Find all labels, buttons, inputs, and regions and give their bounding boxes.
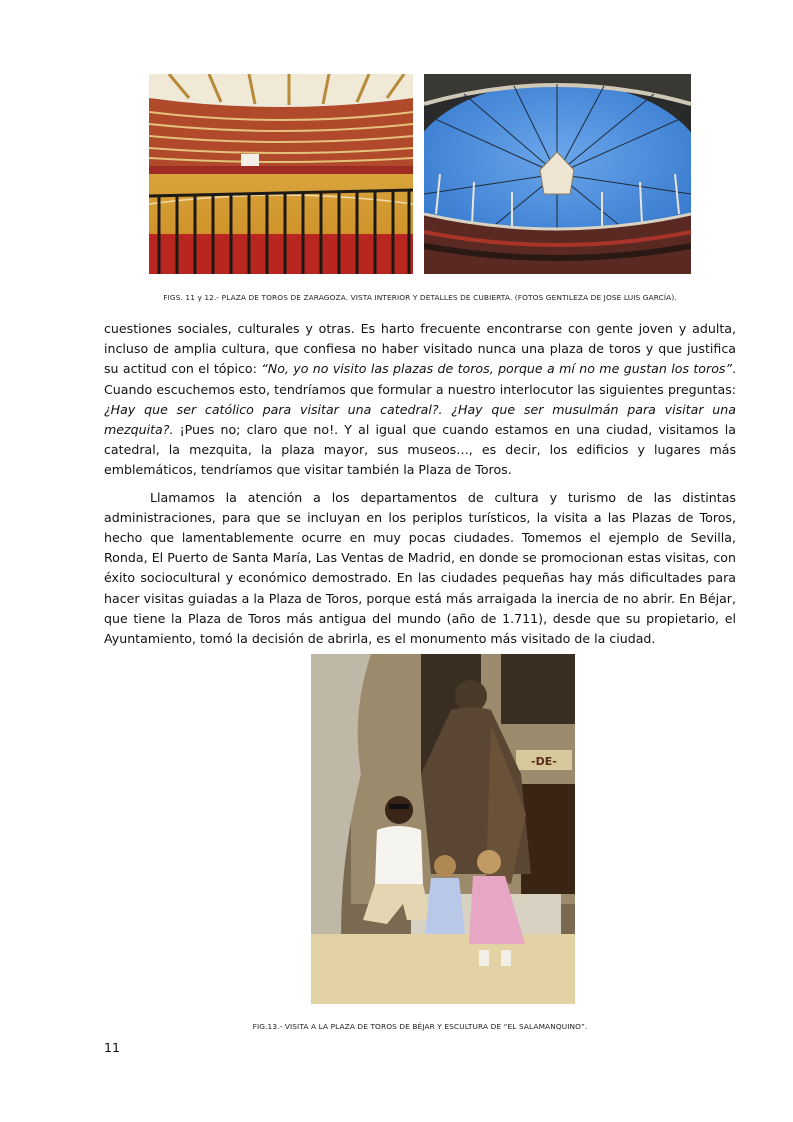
fig12-bullring-roof-photo bbox=[424, 74, 691, 274]
paragraph-1 bbox=[104, 319, 736, 481]
paragraph-1-quote-2: ¿Hay que ser católico para visitar una catedral?. ¿Hay que ser musulmán para visitar una mezquita?. bbox=[104, 401, 736, 438]
building-sign: -DE- bbox=[531, 755, 557, 768]
paragraph-1-part-2: . Cuando escuchemos esto, tendríamos que formular a nuestro interlocutor las siguientes preguntas: bbox=[104, 361, 736, 397]
figures-11-12-caption: FIGS. 11 y 12.- PLAZA DE TOROS DE ZARAGOZA. VISTA INTERIOR Y DETALLES DE CUBIERTA. (FOTOS GENTILEZA DE JOSE LUIS GARCÍA). bbox=[163, 293, 677, 302]
fig11-bullring-interior-photo bbox=[149, 74, 413, 274]
figure-13-caption: FIG.13.- VISITA A LA PLAZA DE TOROS DE BÉJAR Y ESCULTURA DE “EL SALAMANQUINO”. bbox=[252, 1022, 588, 1031]
paragraph-1-part-1: cuestiones sociales, culturales y otras. Es harto frecuente encontrarse con gente joven y adulta, incluso de amplia cultura, que confiesa no haber visitado nunca una plaza de toros y que justifica su actitud con el tópico: bbox=[104, 321, 736, 377]
paragraph-1-quote-1: “No, yo no visito las plazas de toros, porque a mí no me gustan los toros” bbox=[261, 361, 732, 377]
paragraph-1-part-3: ¡Pues no; claro que no!. Y al igual que cuando estamos en una ciudad, visitamos la catedral, la mezquita, la plaza mayor, sus museos…, es decir, los edificios y lugares más emblemáticos, tendríamos que visitar también la Plaza de Toros. bbox=[104, 422, 736, 478]
body-text bbox=[104, 319, 736, 649]
fig13-family-with-statue-photo bbox=[311, 654, 575, 1004]
page-number: 11 bbox=[104, 1040, 121, 1055]
paragraph-2: Llamamos la atención a los departamentos de cultura y turismo de las distintas administraciones, para que se incluyan en los periplos turísticos, la visita a las Plazas de Toros, hecho que lamentablemente ocurre en muy pocas ciudades. Tomemos el ejemplo de Sevilla, Ronda, El Puerto de Santa María, Las Ventas de Madrid, en donde se promocionan estas visitas, con éxito sociocultural y económico demostrado. En las ciudades pequeñas hay más dificultades para hacer visitas guiadas a la Plaza de Toros, porque está más arraigada la inercia de no abrir. En Béjar, que tiene la Plaza de Toros más antigua del mundo (año de 1.711), desde que su propietario, el Ayuntamiento, tomó la decisión de abrirla, es el monumento más visitado de la ciudad. bbox=[104, 489, 736, 647]
